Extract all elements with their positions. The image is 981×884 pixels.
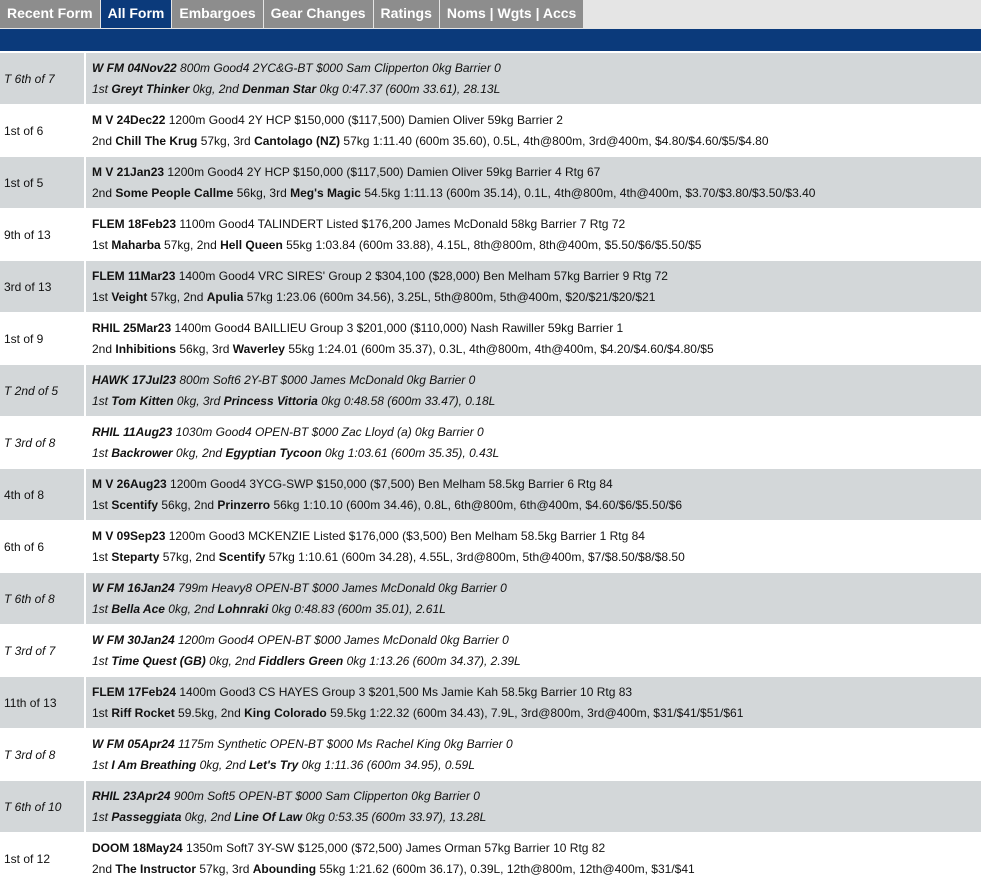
- result-details: 55kg 1:21.62 (600m 36.17), 0.39L, 12th@800m, 12th@400m, $31/$41: [316, 861, 695, 876]
- placing-1-text: 2nd: [92, 861, 116, 876]
- result-details: 55kg 1:03.84 (600m 33.88), 4.15L, 8th@800m, 8th@400m, $5.50/$6/$5.50/$5: [282, 237, 702, 252]
- result-line: [92, 291, 981, 304]
- form-row: [0, 261, 981, 312]
- form-tab-bar: [0, 0, 981, 28]
- weight-placing-text: 59.5kg, 2nd: [174, 705, 245, 720]
- weight-placing-text: 0kg, 2nd: [181, 809, 235, 824]
- weight-placing-text: 57kg, 3rd: [196, 861, 253, 876]
- weight-placing-text: 57kg, 3rd: [197, 133, 255, 148]
- finish-position: 9th of 13: [0, 209, 86, 260]
- race-details: 1350m Soft7 3Y-SW $125,000 ($72,500) James Orman 57kg Barrier 10 Rtg 82: [182, 840, 606, 855]
- race-header: FLEM 11Mar23: [92, 268, 176, 283]
- horse-name-2[interactable]: Egyptian Tycoon: [225, 445, 322, 460]
- horse-name-2[interactable]: Line Of Law: [234, 809, 303, 824]
- result-details: 0kg 0:47.37 (600m 33.61), 28.13L: [316, 81, 501, 96]
- race-details: 1030m Good4 OPEN-BT $000 Zac Lloyd (a) 0kg Barrier 0: [172, 424, 484, 439]
- race-line: [92, 478, 981, 491]
- race-details: 1100m Good4 TALINDERT Listed $176,200 James McDonald 58kg Barrier 7 Rtg 72: [176, 216, 626, 231]
- race-header: RHIL 23Apr24: [92, 788, 171, 803]
- race-line: [92, 738, 981, 751]
- race-line: [92, 374, 981, 387]
- run-details: [86, 261, 981, 312]
- horse-name-1[interactable]: Maharba: [111, 237, 161, 252]
- result-line: [92, 707, 981, 720]
- race-header: W FM 05Apr24: [92, 736, 175, 751]
- form-table: [0, 53, 981, 884]
- finish-position: T 6th of 7: [0, 53, 86, 104]
- race-details: 1200m Good4 2Y HCP $150,000 ($117,500) Damien Oliver 59kg Barrier 4 Rtg 67: [164, 164, 601, 179]
- horse-name-1[interactable]: Chill The Krug: [115, 133, 198, 148]
- finish-position: 1st of 5: [0, 157, 86, 208]
- form-row: [0, 365, 981, 416]
- result-line: [92, 239, 981, 252]
- horse-name-2[interactable]: Denman Star: [242, 81, 317, 96]
- result-line: [92, 655, 981, 668]
- race-line: [92, 270, 981, 283]
- horse-name-2[interactable]: Lohnraki: [217, 601, 269, 616]
- race-details: 1175m Synthetic OPEN-BT $000 Ms Rachel King 0kg Barrier 0: [174, 736, 513, 751]
- weight-placing-text: 56kg, 3rd: [233, 185, 291, 200]
- result-details: 57kg 1:11.40 (600m 35.60), 0.5L, 4th@800m, 3rd@400m, $4.80/$4.60/$5/$4.80: [340, 133, 769, 148]
- form-row: [0, 729, 981, 780]
- result-line: [92, 759, 981, 772]
- placing-1-text: 2nd: [92, 341, 116, 356]
- run-details: [86, 53, 981, 104]
- race-header: RHIL 11Aug23: [92, 424, 173, 439]
- horse-name-1[interactable]: Bella Ace: [111, 601, 165, 616]
- result-details: 59.5kg 1:22.32 (600m 34.43), 7.9L, 3rd@800m, 3rd@400m, $31/$41/$51/$61: [326, 705, 744, 720]
- result-line: [92, 187, 981, 200]
- placing-1-text: 1st: [92, 445, 112, 460]
- horse-name-2[interactable]: Prinzerro: [217, 497, 271, 512]
- tab-recent-form[interactable]: Recent Form: [0, 0, 100, 28]
- horse-name-2[interactable]: Waverley: [232, 341, 285, 356]
- race-line: [92, 218, 981, 231]
- race-header: W FM 04Nov22: [92, 60, 177, 75]
- race-line: [92, 686, 981, 699]
- placing-1-text: 2nd: [92, 133, 116, 148]
- result-details: 57kg 1:10.61 (600m 34.28), 4.55L, 3rd@800m, 5th@400m, $7/$8.50/$8/$8.50: [265, 549, 685, 564]
- race-header: M V 21Jan23: [92, 164, 165, 179]
- finish-position: 11th of 13: [0, 677, 86, 728]
- weight-placing-text: 57kg, 2nd: [160, 237, 221, 252]
- result-line: [92, 395, 981, 408]
- form-row: [0, 157, 981, 208]
- result-line: [92, 603, 981, 616]
- horse-name-1[interactable]: Some People Callme: [115, 185, 234, 200]
- finish-position: 1st of 6: [0, 105, 86, 156]
- finish-position: T 2nd of 5: [0, 365, 86, 416]
- race-line: [92, 634, 981, 647]
- race-header: RHIL 25Mar23: [92, 320, 172, 335]
- horse-name-1[interactable]: Veight: [111, 289, 148, 304]
- race-line: [92, 322, 981, 335]
- run-details: [86, 313, 981, 364]
- result-details: 55kg 1:24.01 (600m 35.37), 0.3L, 4th@800m, 4th@400m, $4.20/$4.60/$4.80/$5: [284, 341, 714, 356]
- horse-name-1[interactable]: Backrower: [111, 445, 173, 460]
- horse-name-2[interactable]: Meg's Magic: [290, 185, 361, 200]
- race-details: 1400m Good3 CS HAYES Group 3 $201,500 Ms Jamie Kah 58.5kg Barrier 10 Rtg 83: [176, 684, 633, 699]
- form-row: [0, 417, 981, 468]
- weight-placing-text: 57kg, 2nd: [147, 289, 207, 304]
- form-row: [0, 313, 981, 364]
- race-line: [92, 62, 981, 75]
- result-details: 0kg 0:53.35 (600m 33.97), 13.28L: [302, 809, 487, 824]
- horse-name-1[interactable]: Passeggiata: [111, 809, 182, 824]
- finish-position: 1st of 12: [0, 833, 86, 884]
- race-line: [92, 114, 981, 127]
- finish-position: T 6th of 8: [0, 573, 86, 624]
- form-row: [0, 625, 981, 676]
- race-header: FLEM 18Feb23: [92, 216, 177, 231]
- run-details: [86, 157, 981, 208]
- run-details: [86, 781, 981, 832]
- horse-name-1[interactable]: Time Quest (GB): [111, 653, 206, 668]
- race-line: [92, 790, 981, 803]
- form-row: [0, 53, 981, 104]
- race-header: DOOM 18May24: [92, 840, 183, 855]
- form-row: [0, 105, 981, 156]
- result-details: 0kg 0:48.58 (600m 33.47), 0.18L: [317, 393, 496, 408]
- run-details: [86, 105, 981, 156]
- result-details: 0kg 1:11.36 (600m 34.95), 0.59L: [298, 757, 475, 772]
- run-details: [86, 833, 981, 884]
- weight-placing-text: 0kg, 2nd: [205, 653, 259, 668]
- run-details: [86, 625, 981, 676]
- race-details: 1200m Good3 MCKENZIE Listed $176,000 ($3,500) Ben Melham 58.5kg Barrier 1 Rtg 84: [165, 528, 645, 543]
- race-line: [92, 426, 981, 439]
- race-line: [92, 530, 981, 543]
- run-details: [86, 573, 981, 624]
- tab-ratings[interactable]: Ratings: [374, 0, 439, 28]
- horse-name-1[interactable]: Riff Rocket: [111, 705, 175, 720]
- form-row: [0, 469, 981, 520]
- horse-name-1[interactable]: Steparty: [111, 549, 160, 564]
- horse-name-2[interactable]: Fiddlers Green: [258, 653, 344, 668]
- horse-name-2[interactable]: Let's Try: [248, 757, 299, 772]
- race-header: W FM 30Jan24: [92, 632, 175, 647]
- weight-placing-text: 0kg, 2nd: [189, 81, 243, 96]
- result-details: 54.5kg 1:11.13 (600m 35.14), 0.1L, 4th@800m, 4th@400m, $3.70/$3.80/$3.50/$3.40: [360, 185, 816, 200]
- horse-name-2[interactable]: King Colorado: [244, 705, 327, 720]
- horse-name-1[interactable]: Tom Kitten: [111, 393, 174, 408]
- horse-name-1[interactable]: Scentify: [111, 497, 159, 512]
- form-row: [0, 833, 981, 884]
- form-row: [0, 209, 981, 260]
- horse-name-2[interactable]: Scentify: [218, 549, 266, 564]
- finish-position: T 3rd of 8: [0, 417, 86, 468]
- form-row: [0, 677, 981, 728]
- race-details: 1400m Good4 VRC SIRES' Group 2 $304,100 ($28,000) Ben Melham 57kg Barrier 9 Rtg 72: [175, 268, 668, 283]
- placing-1-text: 1st: [92, 601, 112, 616]
- result-details: 0kg 1:03.61 (600m 35.35), 0.43L: [321, 445, 500, 460]
- horse-name-2[interactable]: Hell Queen: [220, 237, 283, 252]
- result-line: [92, 499, 981, 512]
- race-details: 1200m Good4 3YCG-SWP $150,000 ($7,500) Ben Melham 58.5kg Barrier 6 Rtg 84: [166, 476, 613, 491]
- placing-1-text: 1st: [92, 809, 112, 824]
- weight-placing-text: 0kg, 3rd: [173, 393, 224, 408]
- finish-position: T 3rd of 8: [0, 729, 86, 780]
- form-row: [0, 781, 981, 832]
- finish-position: 4th of 8: [0, 469, 86, 520]
- finish-position: T 6th of 10: [0, 781, 86, 832]
- race-details: 1200m Good4 2Y HCP $150,000 ($117,500) Damien Oliver 59kg Barrier 2: [165, 112, 563, 127]
- race-details: 1400m Good4 BAILLIEU Group 3 $201,000 ($110,000) Nash Rawiller 59kg Barrier 1: [171, 320, 624, 335]
- placing-1-text: 1st: [92, 497, 112, 512]
- race-header: HAWK 17Jul23: [92, 372, 177, 387]
- finish-position: 3rd of 13: [0, 261, 86, 312]
- run-details: [86, 677, 981, 728]
- race-line: [92, 582, 981, 595]
- horse-name-1[interactable]: Greyt Thinker: [111, 81, 190, 96]
- result-line: [92, 811, 981, 824]
- tab-all-form[interactable]: All Form: [101, 0, 172, 28]
- horse-name-1[interactable]: The Instructor: [115, 861, 197, 876]
- tab-embargoes[interactable]: Embargoes: [172, 0, 262, 28]
- race-header: M V 24Dec22: [92, 112, 166, 127]
- result-details: 56kg 1:10.10 (600m 34.46), 0.8L, 6th@800m, 6th@400m, $4.60/$6/$5.50/$6: [270, 497, 683, 512]
- placing-1-text: 1st: [92, 549, 112, 564]
- weight-placing-text: 0kg, 2nd: [172, 445, 226, 460]
- race-details: 1200m Good4 OPEN-BT $000 James McDonald 0kg Barrier 0: [174, 632, 509, 647]
- race-header: M V 26Aug23: [92, 476, 167, 491]
- race-header: W FM 16Jan24: [92, 580, 175, 595]
- run-details: [86, 417, 981, 468]
- horse-name-1[interactable]: Inhibitions: [115, 341, 177, 356]
- horse-name-2[interactable]: Princess Vittoria: [223, 393, 318, 408]
- placing-1-text: 1st: [92, 237, 112, 252]
- result-line: [92, 551, 981, 564]
- placing-1-text: 1st: [92, 653, 112, 668]
- result-line: [92, 135, 981, 148]
- run-details: [86, 365, 981, 416]
- run-details: [86, 521, 981, 572]
- placing-1-text: 1st: [92, 81, 112, 96]
- section-header-bar: [0, 29, 981, 51]
- race-details: 800m Soft6 2Y-BT $000 James McDonald 0kg Barrier 0: [176, 372, 476, 387]
- placing-1-text: 2nd: [92, 185, 116, 200]
- horse-name-2[interactable]: Apulia: [206, 289, 244, 304]
- result-details: 0kg 1:13.26 (600m 34.37), 2.39L: [343, 653, 521, 668]
- finish-position: 1st of 9: [0, 313, 86, 364]
- finish-position: 6th of 6: [0, 521, 86, 572]
- form-row: [0, 573, 981, 624]
- horse-name-1[interactable]: I Am Breathing: [111, 757, 197, 772]
- run-details: [86, 729, 981, 780]
- race-details: 900m Soft5 OPEN-BT $000 Sam Clipperton 0kg Barrier 0: [170, 788, 480, 803]
- race-line: [92, 842, 981, 855]
- weight-placing-text: 56kg, 3rd: [176, 341, 233, 356]
- run-details: [86, 469, 981, 520]
- weight-placing-text: 57kg, 2nd: [159, 549, 219, 564]
- placing-1-text: 1st: [92, 289, 112, 304]
- form-row: [0, 521, 981, 572]
- tab-gear-changes[interactable]: Gear Changes: [264, 0, 373, 28]
- result-line: [92, 447, 981, 460]
- result-details: 57kg 1:23.06 (600m 34.56), 3.25L, 5th@800m, 5th@400m, $20/$21/$20/$21: [243, 289, 656, 304]
- weight-placing-text: 0kg, 2nd: [164, 601, 218, 616]
- race-header: M V 09Sep23: [92, 528, 166, 543]
- weight-placing-text: 0kg, 2nd: [196, 757, 249, 772]
- horse-name-2[interactable]: Cantolago (NZ): [254, 133, 341, 148]
- result-line: [92, 83, 981, 96]
- weight-placing-text: 56kg, 2nd: [158, 497, 218, 512]
- race-details: 800m Good4 2YC&G-BT $000 Sam Clipperton 0kg Barrier 0: [176, 60, 501, 75]
- run-details: [86, 209, 981, 260]
- tab-noms-wgts-accs[interactable]: Noms | Wgts | Accs: [440, 0, 583, 28]
- horse-name-2[interactable]: Abounding: [252, 861, 317, 876]
- result-details: 0kg 0:48.83 (600m 35.01), 2.61L: [268, 601, 446, 616]
- placing-1-text: 1st: [92, 757, 112, 772]
- placing-1-text: 1st: [92, 705, 112, 720]
- race-details: 799m Heavy8 OPEN-BT $000 James McDonald 0kg Barrier 0: [174, 580, 507, 595]
- finish-position: T 3rd of 7: [0, 625, 86, 676]
- race-line: [92, 166, 981, 179]
- race-header: FLEM 17Feb24: [92, 684, 177, 699]
- result-line: [92, 343, 981, 356]
- placing-1-text: 1st: [92, 393, 112, 408]
